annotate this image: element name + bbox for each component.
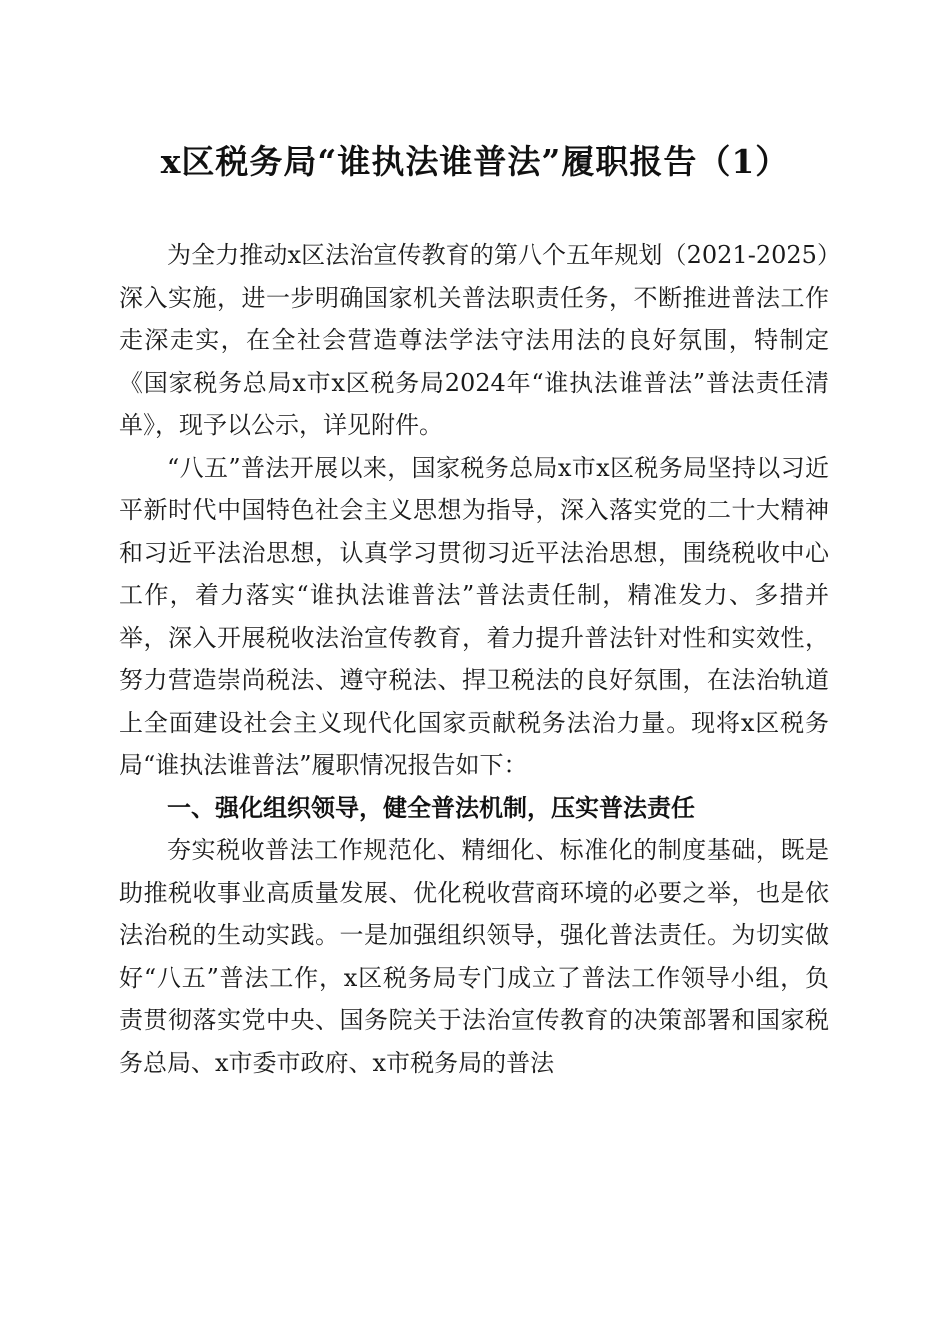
document-title: x区税务局“谁执法谁普法”履职报告（1） — [160, 142, 790, 181]
section-1-paragraph: 夯实税收普法工作规范化、精细化、标准化的制度基础，既是助推税收事业高质量发展、优化税收营商环境的必要之举，也是依法治税的生动实践。一是加强组织领导，强化普法责任。为切实做好“八五”普法工作，x区税务局专门成立了普法工作领导小组，负责贯彻落实党中央、国务院关于法治宣传教育的决策部署和国家税务总局、x市委市政府、x市税务局的普法 — [119, 836, 829, 1077]
overview-paragraph: “八五”普法开展以来，国家税务总局x市x区税务局坚持以习近平新时代中国特色社会主义思想为指导，深入落实党的二十大精神和习近平法治思想，认真学习贯彻习近平法治思想，围绕税收中心工作，着力落实“谁执法谁普法”普法责任制，精准发力、多措并举，深入开展税收法治宣传教育，着力提升普法针对性和实效性，努力营造崇尚税法、遵守税法、捍卫税法的良好氛围，在法治轨道上全面建设社会主义现代化国家贡献税务法治力量。现将x区税务局“谁执法谁普法”履职情况报告如下： — [119, 453, 829, 779]
intro-paragraph: 为全力推动x区法治宣传教育的第八个五年规划（2021-2025）深入实施，进一步明确国家机关普法职责任务，不断推进普法工作走深走实，在全社会营造尊法学法守法用法的良好氛围，特制定《国家税务总局x市x区税务局2024年“谁执法谁普法”普法责任清单》，现予以公示，详见附件。 — [119, 241, 829, 439]
document-body — [119, 234, 829, 1084]
section-heading-1: 一、强化组织领导，健全普法机制，压实普法责任 — [167, 793, 695, 822]
